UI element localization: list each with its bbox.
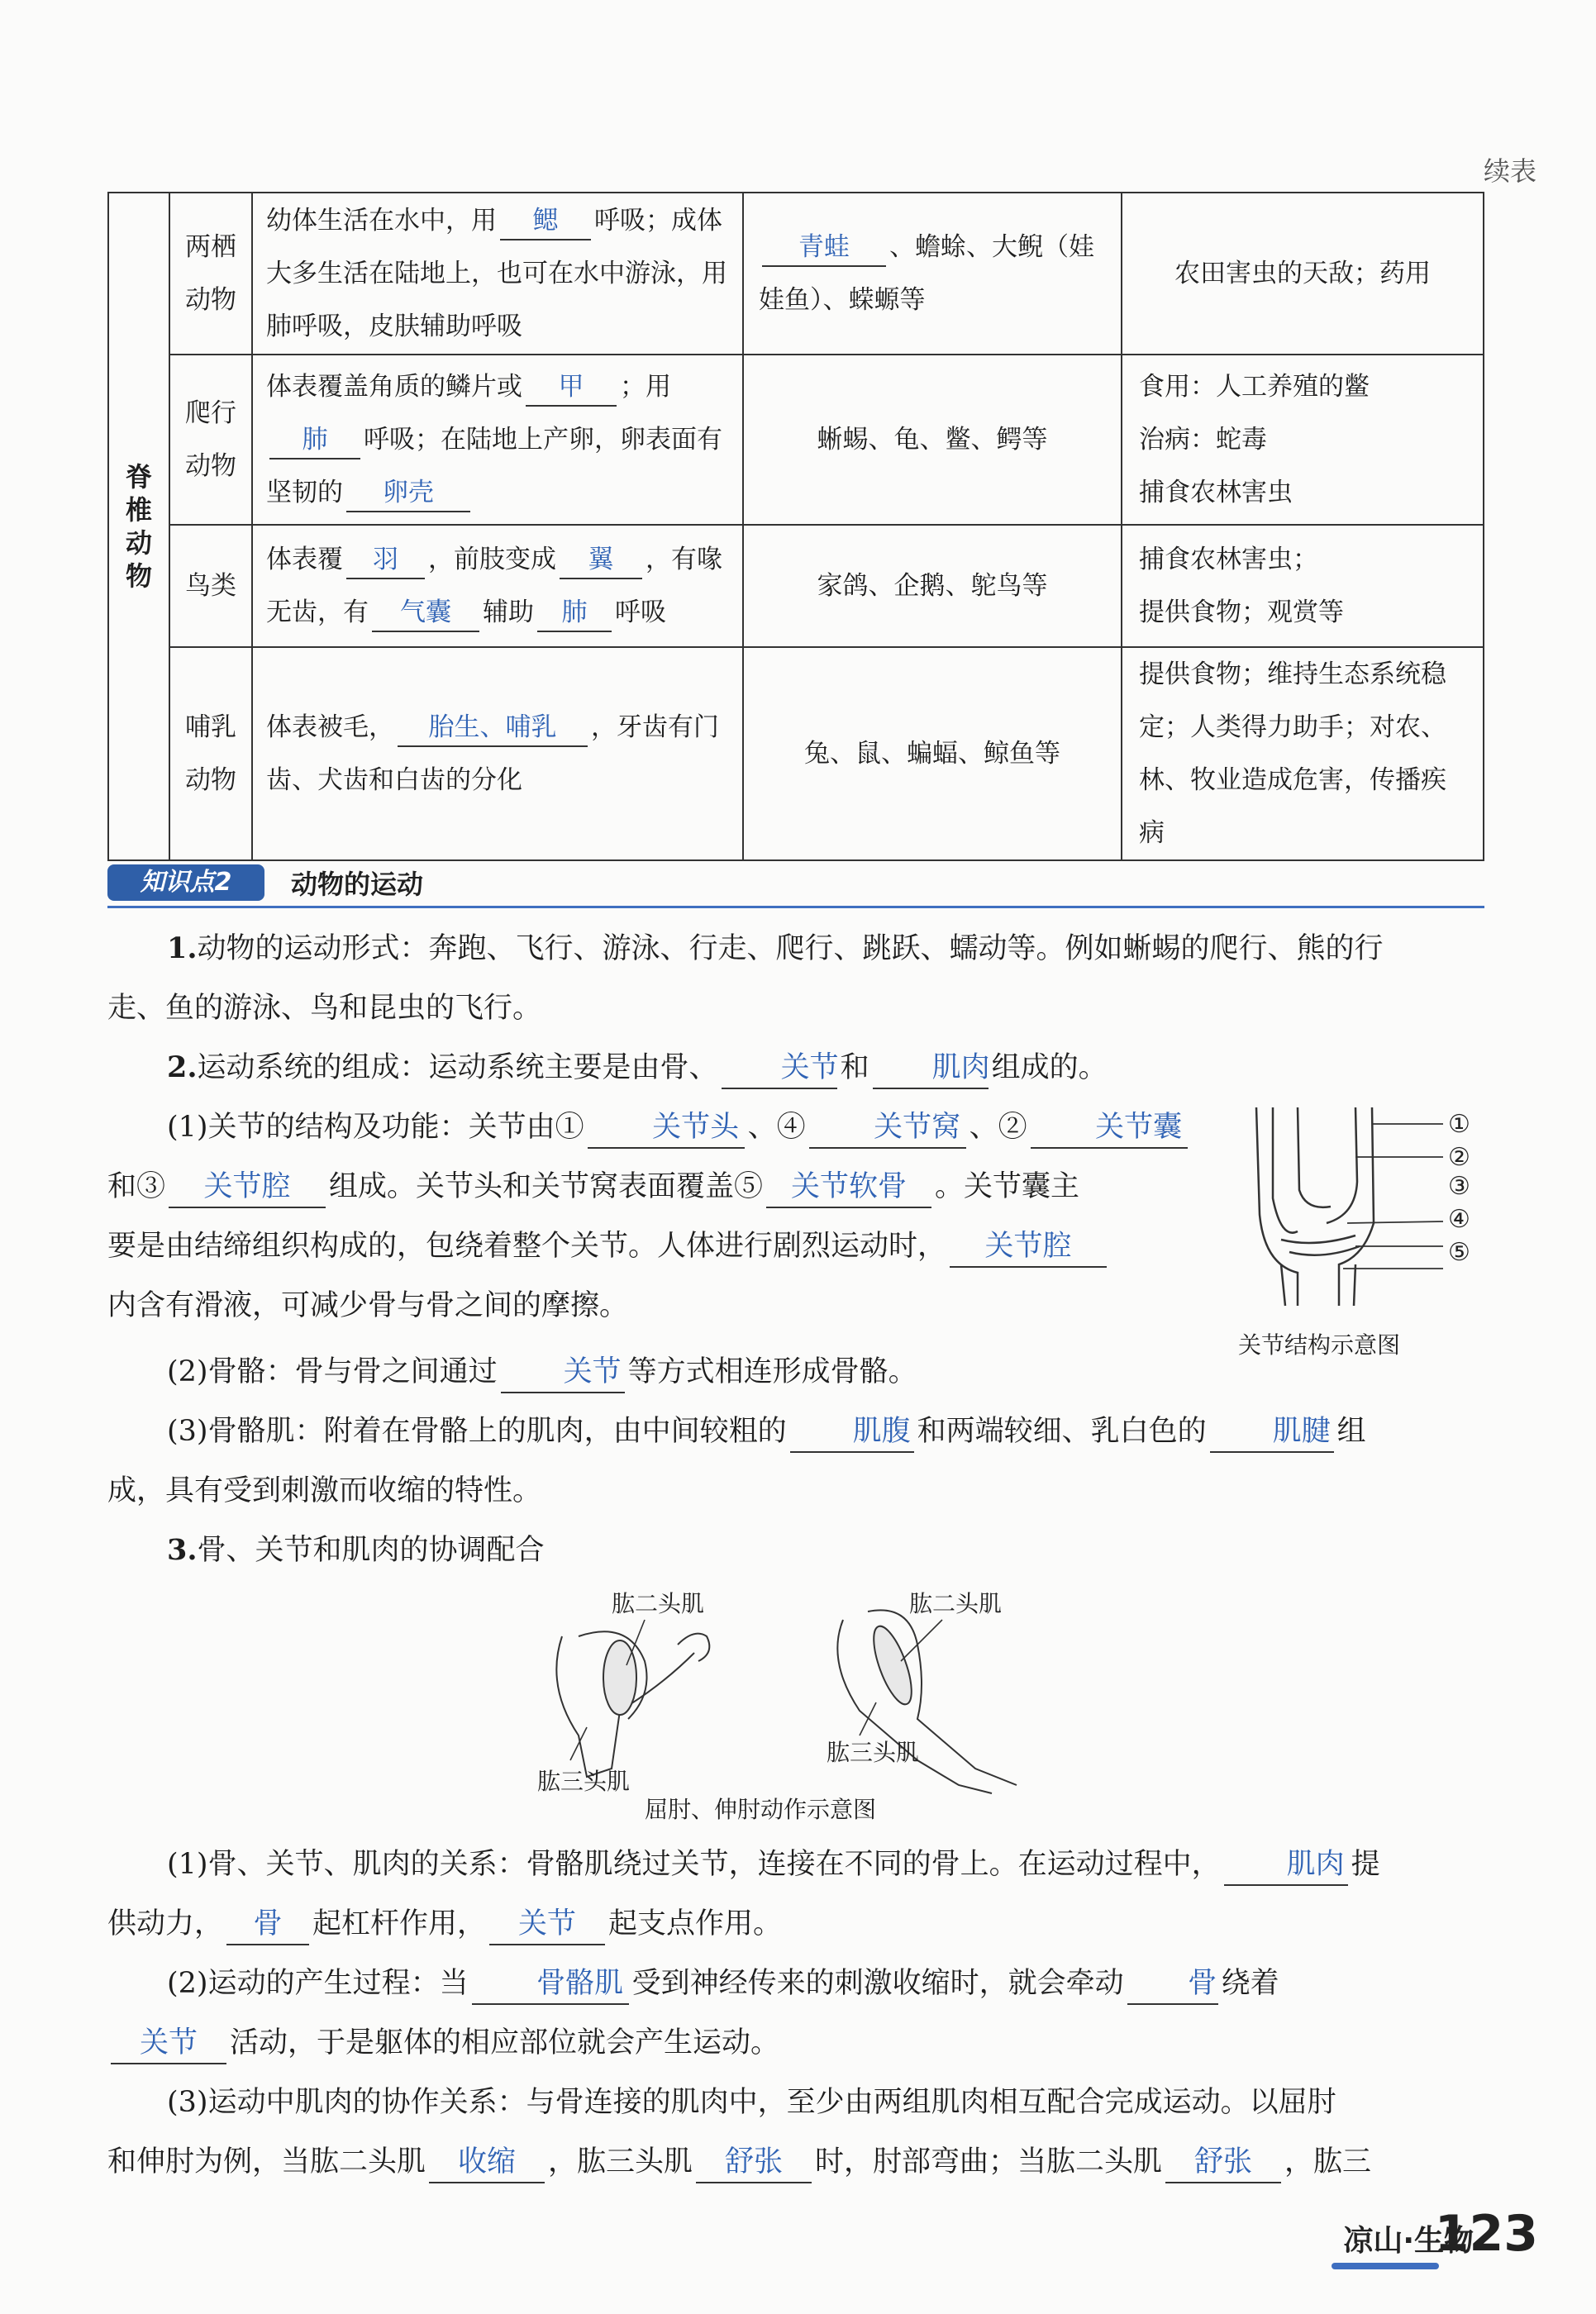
text: 组成的。 <box>991 1051 1108 1084</box>
answer: 关节 <box>722 1049 837 1089</box>
text: 提 <box>1351 1848 1380 1881</box>
text: 体表覆 <box>266 545 343 574</box>
group-cell <box>108 193 169 860</box>
text: ；用 <box>620 372 671 402</box>
text: (2)运动的产生过程：当 <box>167 1967 469 2000</box>
text: 农田害虫的天敌；药用 <box>1174 259 1431 288</box>
answer: 骨 <box>226 1905 309 1945</box>
feature-cell <box>252 647 743 860</box>
arm-label: 肱二头肌 <box>612 1590 705 1617</box>
paragraph-3-2 <box>107 1954 1279 2013</box>
answer: 关节 <box>501 1353 625 1393</box>
class-label: 两栖动物 <box>185 232 236 315</box>
answer: 气囊 <box>372 596 479 632</box>
text: 辅助 <box>483 598 534 627</box>
table-row <box>108 647 1484 860</box>
answer: 鳃 <box>500 204 591 240</box>
answer: 关节腔 <box>169 1168 326 1208</box>
joint-cavity <box>1289 1246 1360 1255</box>
text: 组 <box>1336 1415 1366 1448</box>
text: 家鸽、企鹅、鸵鸟等 <box>817 571 1048 601</box>
answer: 肺 <box>269 423 360 459</box>
section-title: 动物的运动 <box>291 869 424 900</box>
joint-label: ④ <box>1448 1205 1470 1234</box>
cartilage <box>1281 1236 1355 1243</box>
text: 起杠杆作用， <box>312 1907 487 1940</box>
paragraph-1-cont <box>107 978 541 1038</box>
paragraph-2-1-line3 <box>107 1217 1110 1276</box>
text: 捕食农林害虫 <box>1139 478 1293 507</box>
text: 体表覆盖角质的鳞片或 <box>266 372 522 402</box>
answer: 舒张 <box>696 2143 812 2183</box>
answer: 关节囊 <box>1031 1108 1188 1149</box>
joint-label: ① <box>1448 1110 1470 1139</box>
answer: 关节 <box>489 1905 605 1945</box>
text: 时，肘部弯曲；当肱二头肌 <box>815 2145 1163 2178</box>
arm-caption: 屈肘、伸肘动作示意图 <box>645 1796 877 1823</box>
class-cell <box>169 647 252 860</box>
use-cell <box>1122 525 1484 647</box>
bone-outline <box>1298 1107 1331 1207</box>
biceps <box>866 1622 919 1709</box>
arm-label: 肱三头肌 <box>537 1768 631 1795</box>
text: ，有喙无齿，有 <box>266 545 722 627</box>
text: 动物的运动形式：奔跑、飞行、游泳、行走、爬行、跳跃、蠕动等。例如蜥蜴的爬行、熊的行 <box>197 932 1384 965</box>
paragraph-3 <box>107 1521 545 1580</box>
text: (2)骨骼：骨与骨之间通过 <box>167 1355 498 1388</box>
straight-arm-outline <box>837 1620 992 1793</box>
footer-bar <box>1332 2263 1439 2269</box>
example-cell <box>743 525 1122 647</box>
text: 绕着 <box>1221 1967 1279 2000</box>
joint-diagram <box>1248 1099 1488 1314</box>
text: 捕食农林害虫； <box>1139 545 1318 574</box>
class-label: 哺乳动物 <box>185 712 236 795</box>
text: (1)骨、关节、肌肉的关系：骨骼肌绕过关节，连接在不同的骨上。在运动过程中， <box>167 1848 1221 1881</box>
joint-label: ③ <box>1448 1172 1470 1201</box>
text: 呼吸；成体大多生活在陆地上，也可在水中游泳，用肺呼吸，皮肤辅助呼吸 <box>266 206 727 341</box>
text: 和伸肘为例，当肱二头肌 <box>107 2145 426 2178</box>
text: 提供食物；观赏等 <box>1139 598 1344 627</box>
paragraph-2-2 <box>107 1342 917 1402</box>
paragraph-2 <box>107 1038 1108 1097</box>
answer: 骨骼肌 <box>472 1964 629 2005</box>
class-label: 鸟类 <box>185 571 236 601</box>
text: 起支点作用。 <box>608 1907 783 1940</box>
answer: 肌肉 <box>873 1049 989 1089</box>
text: ，肱三 <box>1284 2145 1372 2178</box>
paragraph-2-3 <box>107 1402 1366 1461</box>
answer: 收缩 <box>429 2143 545 2183</box>
paragraph-2-1-line4 <box>107 1276 628 1336</box>
joint-label: ⑤ <box>1448 1238 1470 1267</box>
text: 呼吸；在陆地上产卵，卵表面有坚韧的 <box>266 425 722 507</box>
use-cell <box>1122 647 1484 860</box>
answer: 羽 <box>346 543 425 579</box>
text: 骨、关节和肌肉的协调配合 <box>197 1534 545 1567</box>
feature-cell <box>252 355 743 525</box>
continued-label: 续表 <box>1483 155 1536 187</box>
text: 走、鱼的游泳、鸟和昆虫的飞行。 <box>107 992 542 1025</box>
arm-diagram <box>529 1587 1058 1802</box>
joint-label: ② <box>1448 1143 1470 1172</box>
answer: 关节头 <box>588 1108 745 1149</box>
paragraph-3-3-cont <box>107 2132 1371 2192</box>
num: 1. <box>167 931 198 965</box>
answer: 舒张 <box>1165 2143 1281 2183</box>
answer: 卵壳 <box>346 476 470 512</box>
answer: 翼 <box>560 543 642 579</box>
fist <box>678 1634 709 1661</box>
table-row <box>108 525 1484 647</box>
text: ，前肢变成 <box>428 545 556 574</box>
text: 体表被毛， <box>266 712 394 742</box>
text: (3)运动中肌肉的协作关系：与骨连接的肌肉中，至少由两组肌肉相互配合完成运动。以屈肘 <box>167 2086 1336 2119</box>
answer: 关节软骨 <box>766 1168 931 1208</box>
text: 提供食物；维持生态系统稳定；人类得力助手；对农、林、牧业造成危害，传播疾病 <box>1139 659 1446 848</box>
text: 食用：人工养殖的鳖 <box>1139 372 1370 402</box>
text: 活动，于是躯体的相应部位就会产生运动。 <box>230 2026 780 2059</box>
paragraph-3-2-cont <box>107 2013 779 2073</box>
num: 2. <box>167 1050 198 1084</box>
answer: 关节窝 <box>809 1108 966 1149</box>
answer: 肌肉 <box>1224 1845 1348 1886</box>
use-cell <box>1122 355 1484 525</box>
section-badge: 知识点2 <box>107 864 264 901</box>
answer: 关节腔 <box>950 1227 1107 1268</box>
text: 和 <box>840 1051 869 1084</box>
num: 3. <box>167 1533 198 1567</box>
paragraph-3-1 <box>107 1835 1380 1894</box>
example-cell <box>743 647 1122 860</box>
text: 成，具有受到刺激而收缩的特性。 <box>107 1474 542 1507</box>
feature-cell <box>252 525 743 647</box>
paragraph-1 <box>107 919 1384 978</box>
text: 兔、鼠、蝙蝠、鲸鱼等 <box>804 739 1060 769</box>
class-cell <box>169 193 252 355</box>
answer: 骨 <box>1127 1964 1218 2005</box>
answer: 肌腹 <box>790 1412 914 1453</box>
group-label: 脊椎动物 <box>125 461 152 592</box>
feature-cell <box>252 193 743 355</box>
answer: 肺 <box>537 596 612 632</box>
text: 供动力， <box>107 1907 224 1940</box>
paragraph-2-3-cont <box>107 1461 541 1521</box>
example-cell <box>743 355 1122 525</box>
answer: 甲 <box>526 370 617 407</box>
class-label: 爬行动物 <box>185 398 236 481</box>
text: 蜥蜴、龟、鳖、鳄等 <box>817 425 1048 455</box>
answer: 肌腱 <box>1210 1412 1334 1453</box>
text: 和两端较细、乳白色的 <box>917 1415 1207 1448</box>
section-heading <box>107 864 1484 908</box>
paragraph-2-1 <box>107 1097 1191 1157</box>
table-row <box>108 355 1484 525</box>
text: (1)关节的结构及功能：关节由① <box>167 1111 584 1144</box>
capsule-outline <box>1256 1107 1298 1306</box>
text: 运动系统的组成：运动系统主要是由骨、 <box>197 1051 718 1084</box>
text: 组成。关节头和关节窝表面覆盖⑤ <box>329 1170 764 1203</box>
animal-table <box>107 192 1484 861</box>
page-number: 123 <box>1434 2205 1538 2263</box>
text: 幼体生活在水中，用 <box>266 206 497 236</box>
text: 和③ <box>107 1170 166 1203</box>
bone-outline <box>1273 1107 1298 1233</box>
text: 等方式相连形成骨骼。 <box>627 1355 917 1388</box>
text: 呼吸 <box>615 598 666 627</box>
example-cell <box>743 193 1122 355</box>
answer: 胎生、哺乳 <box>398 711 588 747</box>
paragraph-2-1-line2 <box>107 1157 1079 1217</box>
text: 。关节囊主 <box>935 1170 1080 1203</box>
table-row <box>108 193 1484 355</box>
footer-text: 凉山·生物 <box>1343 2224 1474 2258</box>
text: ，牙齿有门齿、犬齿和白齿的分化 <box>266 712 719 795</box>
text: 内含有滑液，可减少骨与骨之间的摩擦。 <box>107 1289 629 1322</box>
text: (3)骨骼肌：附着在骨骼上的肌肉，由中间较粗的 <box>167 1415 787 1448</box>
answer: 关节 <box>111 2024 226 2064</box>
arm-label: 肱三头肌 <box>827 1739 920 1766</box>
class-cell <box>169 525 252 647</box>
bone-outline <box>1327 1107 1357 1223</box>
joint-caption: 关节结构示意图 <box>1238 1331 1401 1359</box>
text: ，肱三头肌 <box>548 2145 693 2178</box>
use-cell <box>1122 193 1484 355</box>
arm-label: 肱二头肌 <box>909 1590 1003 1617</box>
text: 受到神经传来的刺激收缩时，就会牵动 <box>631 1967 1124 2000</box>
answer: 青蛙 <box>762 231 886 267</box>
text: 治病：蛇毒 <box>1139 425 1267 455</box>
text: 要是由结缔组织构成的，包绕着整个关节。人体进行剧烈运动时， <box>107 1230 947 1263</box>
text: 、蟾蜍、大鲵（娃娃鱼）、蝾螈等 <box>759 232 1094 315</box>
paragraph-3-3 <box>107 2073 1336 2132</box>
paragraph-3-1-cont <box>107 1894 782 1954</box>
class-cell <box>169 355 252 525</box>
text: 、④ <box>747 1111 806 1144</box>
text: 、② <box>969 1111 1027 1144</box>
